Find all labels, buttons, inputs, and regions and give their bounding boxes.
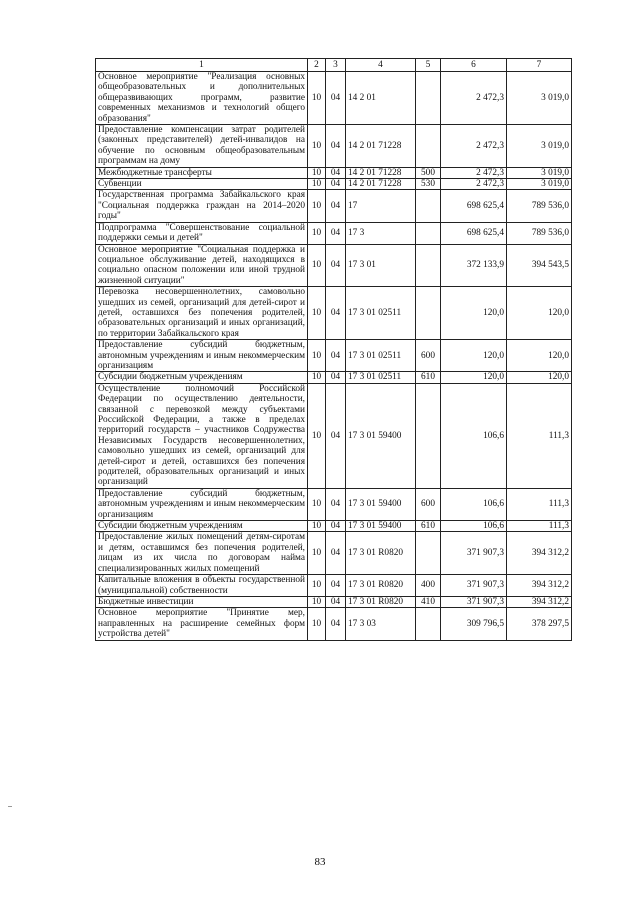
table-body [96, 72, 572, 641]
cell-name: Подпрограмма "Совершенствование социальной поддержки семьи и детей" [96, 222, 308, 244]
cell-amount-year1: 372 133,9 [441, 244, 507, 287]
cell-amount-year2: 378 297,5 [507, 608, 572, 640]
cell-subsection: 04 [326, 372, 346, 383]
cell-section: 10 [308, 532, 326, 575]
cell-amount-year1: 120,0 [441, 287, 507, 340]
cell-amount-year1: 106,6 [441, 488, 507, 520]
cell-amount-year2: 120,0 [507, 287, 572, 340]
col-header: 7 [507, 59, 572, 72]
cell-section: 10 [308, 125, 326, 168]
cell-amount-year1: 309 796,5 [441, 608, 507, 640]
cell-expense-type [416, 383, 441, 488]
table-row [96, 179, 572, 190]
cell-section: 10 [308, 372, 326, 383]
cell-subsection: 04 [326, 608, 346, 640]
cell-section: 10 [308, 167, 326, 178]
cell-amount-year1: 698 625,4 [441, 190, 507, 222]
cell-subsection: 04 [326, 72, 346, 125]
cell-target-article: 17 3 [346, 222, 416, 244]
cell-expense-type: 610 [416, 372, 441, 383]
cell-target-article: 17 3 01 02511 [346, 372, 416, 383]
cell-subsection: 04 [326, 190, 346, 222]
table-row [96, 372, 572, 383]
cell-subsection: 04 [326, 222, 346, 244]
cell-subsection: 04 [326, 125, 346, 168]
table-row [96, 190, 572, 222]
cell-expense-type: 410 [416, 596, 441, 607]
cell-subsection: 04 [326, 383, 346, 488]
cell-amount-year2: 394 312,2 [507, 532, 572, 575]
cell-amount-year2: 789 536,0 [507, 190, 572, 222]
cell-amount-year1: 698 625,4 [441, 222, 507, 244]
cell-subsection: 04 [326, 340, 346, 372]
cell-section: 10 [308, 608, 326, 640]
cell-amount-year2: 394 543,5 [507, 244, 572, 287]
table-row [96, 596, 572, 607]
cell-target-article: 17 3 01 R0820 [346, 596, 416, 607]
cell-expense-type [416, 287, 441, 340]
cell-expense-type: 500 [416, 167, 441, 178]
cell-name: Осуществление полномочий Российской Федерации по осуществлению деятельности, связанной с перевозкой между субъектами Российской Федерации, а также в пределах территорий государств – участников Содружества Независимых Государств несовершеннолетних, самовольно ушедших из семей, организаций для детей-сирот и детей, оставшихся без попечения родителей, образовательных организаций и иных организаций [96, 383, 308, 488]
cell-subsection: 04 [326, 179, 346, 190]
header-row [96, 59, 572, 72]
cell-amount-year2: 3 019,0 [507, 167, 572, 178]
cell-name: Предоставление субсидий бюджетным, автономным учреждениям и иным некоммерческим организациям [96, 488, 308, 520]
cell-amount-year1: 120,0 [441, 340, 507, 372]
cell-target-article: 14 2 01 71228 [346, 167, 416, 178]
cell-section: 10 [308, 488, 326, 520]
cell-subsection: 04 [326, 488, 346, 520]
cell-section: 10 [308, 72, 326, 125]
table-row [96, 340, 572, 372]
cell-amount-year1: 106,6 [441, 383, 507, 488]
col-header: 6 [441, 59, 507, 72]
cell-name: Бюджетные инвестиции [96, 596, 308, 607]
cell-section: 10 [308, 179, 326, 190]
cell-subsection: 04 [326, 575, 346, 597]
cell-target-article: 17 3 01 R0820 [346, 532, 416, 575]
cell-name: Предоставление компенсации затрат родителей (законных представителей) детей-инвалидов на обучение по основным общеобразовательным программам на дому [96, 125, 308, 168]
table-row [96, 575, 572, 597]
cell-target-article: 17 3 01 [346, 244, 416, 287]
cell-name: Государственная программа Забайкальского края "Социальная поддержка граждан на 2014–2020 годы" [96, 190, 308, 222]
cell-amount-year1: 2 472,3 [441, 179, 507, 190]
cell-section: 10 [308, 383, 326, 488]
cell-name: Предоставление жилых помещений детям-сиротам и детям, оставшимся без попечения родителей, лицам из их числа по договорам найма специализированных жилых помещений [96, 532, 308, 575]
cell-expense-type [416, 190, 441, 222]
cell-name: Капитальные вложения в объекты государственной (муниципальной) собственности [96, 575, 308, 597]
cell-target-article: 14 2 01 71228 [346, 125, 416, 168]
cell-amount-year2: 111,3 [507, 521, 572, 532]
cell-target-article: 17 3 01 59400 [346, 521, 416, 532]
cell-section: 10 [308, 575, 326, 597]
cell-section: 10 [308, 521, 326, 532]
cell-target-article: 14 2 01 [346, 72, 416, 125]
cell-target-article: 14 2 01 71228 [346, 179, 416, 190]
cell-amount-year2: 394 312,2 [507, 575, 572, 597]
table-row [96, 125, 572, 168]
cell-section: 10 [308, 244, 326, 287]
cell-subsection: 04 [326, 596, 346, 607]
cell-target-article: 17 3 03 [346, 608, 416, 640]
table-row [96, 167, 572, 178]
cell-expense-type: 610 [416, 521, 441, 532]
table-row [96, 244, 572, 287]
cell-section: 10 [308, 287, 326, 340]
cell-target-article: 17 3 01 59400 [346, 488, 416, 520]
cell-subsection: 04 [326, 287, 346, 340]
cell-expense-type [416, 125, 441, 168]
cell-amount-year2: 111,3 [507, 488, 572, 520]
cell-expense-type [416, 244, 441, 287]
table-row [96, 383, 572, 488]
cell-amount-year2: 3 019,0 [507, 125, 572, 168]
cell-expense-type: 600 [416, 340, 441, 372]
cell-amount-year1: 2 472,3 [441, 125, 507, 168]
col-header: 1 [96, 59, 308, 72]
cell-amount-year1: 2 472,3 [441, 167, 507, 178]
cell-expense-type: 400 [416, 575, 441, 597]
cell-target-article: 17 [346, 190, 416, 222]
budget-table [95, 58, 572, 641]
cell-name: Субвенции [96, 179, 308, 190]
col-header: 3 [326, 59, 346, 72]
table-row [96, 488, 572, 520]
cell-expense-type [416, 222, 441, 244]
cell-subsection: 04 [326, 167, 346, 178]
cell-name: Субсидии бюджетным учреждениям [96, 521, 308, 532]
cell-amount-year2: 120,0 [507, 372, 572, 383]
cell-amount-year1: 371 907,3 [441, 532, 507, 575]
cell-section: 10 [308, 222, 326, 244]
cell-section: 10 [308, 340, 326, 372]
cell-name: Перевозка несовершеннолетних, самовольно ушедших из семей, организаций для детей-сирот и детей, оставшихся без попечения родителей, образовательных организаций и иных организаций, по территории Забайкальского края [96, 287, 308, 340]
cell-section: 10 [308, 596, 326, 607]
cell-amount-year2: 789 536,0 [507, 222, 572, 244]
cell-name: Основное мероприятие "Принятие мер, направленных на расширение семейных форм устройства детей" [96, 608, 308, 640]
cell-target-article: 17 3 01 02511 [346, 287, 416, 340]
cell-name: Межбюджетные трансферты [96, 167, 308, 178]
cell-amount-year1: 371 907,3 [441, 596, 507, 607]
col-header: 4 [346, 59, 416, 72]
cell-target-article: 17 3 01 59400 [346, 383, 416, 488]
table-row [96, 287, 572, 340]
cell-expense-type [416, 532, 441, 575]
cell-amount-year1: 120,0 [441, 372, 507, 383]
cell-expense-type [416, 72, 441, 125]
cell-amount-year2: 120,0 [507, 340, 572, 372]
cell-amount-year1: 106,6 [441, 521, 507, 532]
table-row [96, 521, 572, 532]
table-row [96, 72, 572, 125]
cell-amount-year2: 111,3 [507, 383, 572, 488]
cell-expense-type: 600 [416, 488, 441, 520]
cell-section: 10 [308, 190, 326, 222]
cell-target-article: 17 3 01 R0820 [346, 575, 416, 597]
cell-subsection: 04 [326, 532, 346, 575]
cell-name: Основное мероприятие "Социальная поддержка и социальное обслуживание детей, находящихся в социально опасном положении или иной трудной жизненной ситуации" [96, 244, 308, 287]
cell-subsection: 04 [326, 244, 346, 287]
cell-amount-year2: 3 019,0 [507, 72, 572, 125]
col-header: 2 [308, 59, 326, 72]
cell-amount-year1: 371 907,3 [441, 575, 507, 597]
cell-amount-year2: 3 019,0 [507, 179, 572, 190]
cell-name: Предоставление субсидий бюджетным, автономным учреждениям и иным некоммерческим организациям [96, 340, 308, 372]
cell-name: Основное мероприятие "Реализация основных общеобразовательных и дополнительных общеразвивающих программ, развитие современных механизмов и технологий общего образования" [96, 72, 308, 125]
table-row [96, 532, 572, 575]
cell-subsection: 04 [326, 521, 346, 532]
cell-amount-year2: 394 312,2 [507, 596, 572, 607]
cell-name: Субсидии бюджетным учреждениям [96, 372, 308, 383]
cell-target-article: 17 3 01 02511 [346, 340, 416, 372]
table-row [96, 222, 572, 244]
table-row [96, 608, 572, 640]
cell-expense-type: 530 [416, 179, 441, 190]
page-number: 83 [314, 856, 326, 868]
margin-mark [8, 806, 12, 807]
cell-expense-type [416, 608, 441, 640]
cell-amount-year1: 2 472,3 [441, 72, 507, 125]
col-header: 5 [416, 59, 441, 72]
